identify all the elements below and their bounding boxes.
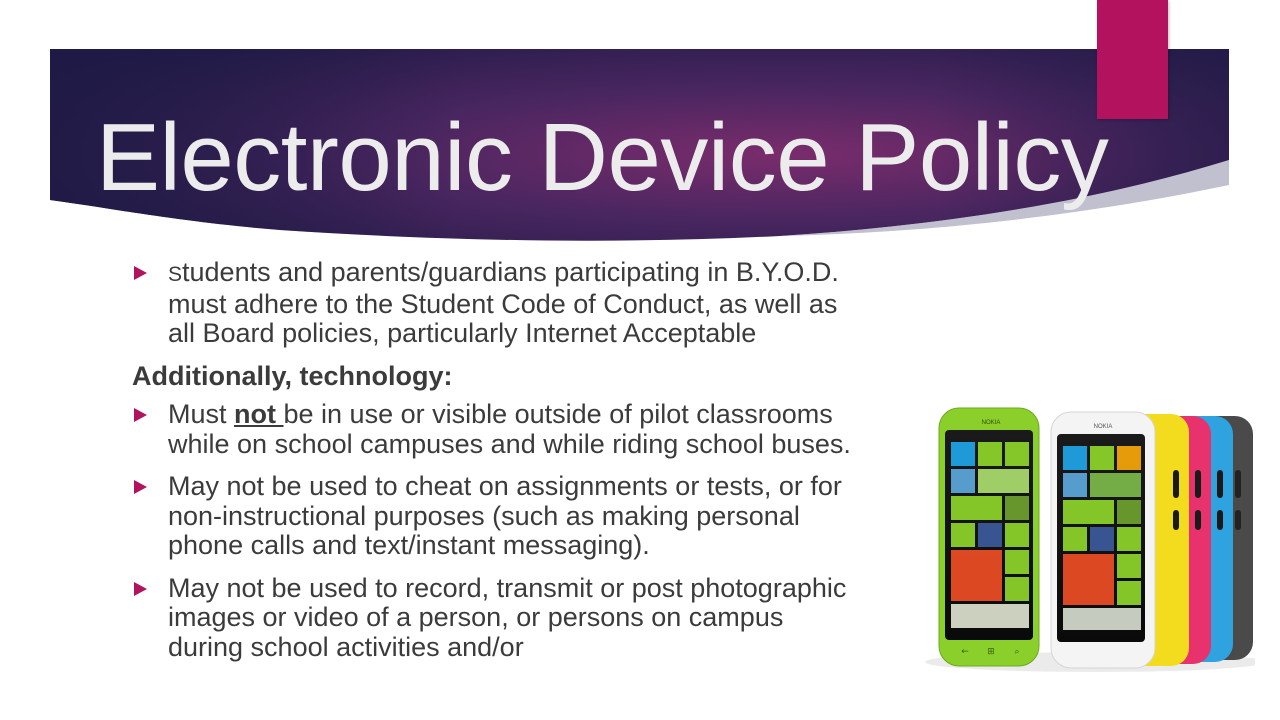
page-title: Electronic Device Policy bbox=[96, 104, 1109, 211]
phone-green bbox=[939, 408, 1039, 666]
svg-text:NOKIA: NOKIA bbox=[981, 420, 1001, 426]
smartphones-image bbox=[905, 400, 1255, 680]
accent-tab bbox=[1097, 0, 1168, 119]
bullet-item-must-not bbox=[132, 400, 852, 459]
arrow-bullet-icon bbox=[134, 480, 147, 494]
phone-white bbox=[1051, 412, 1155, 668]
bullet-text-after: be in use or visible outside of pilot classrooms while on school campuses and while riding school buses. bbox=[168, 399, 851, 459]
svg-text:NOKIA: NOKIA bbox=[1093, 424, 1113, 430]
bullet-text: May not be used to record, transmit or post photographic images or video of a person, or persons on campus during school activities and/or bbox=[168, 572, 847, 662]
subheading: Additionally, technology: bbox=[132, 360, 453, 391]
bullet-item-cheating bbox=[132, 472, 852, 561]
slide-body bbox=[132, 258, 852, 675]
svg-text:⊞: ⊞ bbox=[987, 647, 995, 657]
bullet-text: May not be used to cheat on assignments or tests, or for non-instructional purposes (such as making personal phone calls and text/instant messaging). bbox=[168, 471, 842, 560]
bullet-first-letter: S bbox=[168, 263, 183, 286]
bullet-item-byod bbox=[132, 258, 852, 349]
bullet-text: tudents and parents/guardians participating in B.Y.O.D. must adhere to the Student Code of Conduct, as well as all Board policies, particularly Internet Acceptable bbox=[168, 257, 839, 348]
bullet-text-before: Must bbox=[168, 399, 235, 429]
arrow-bullet-icon bbox=[134, 266, 147, 280]
svg-text:←: ← bbox=[961, 647, 969, 657]
bullet-emphasis: not bbox=[234, 399, 284, 429]
arrow-bullet-icon bbox=[134, 582, 147, 596]
arrow-bullet-icon bbox=[134, 408, 147, 422]
svg-text:⌕: ⌕ bbox=[1014, 647, 1020, 657]
bullet-item-recording bbox=[132, 574, 852, 663]
